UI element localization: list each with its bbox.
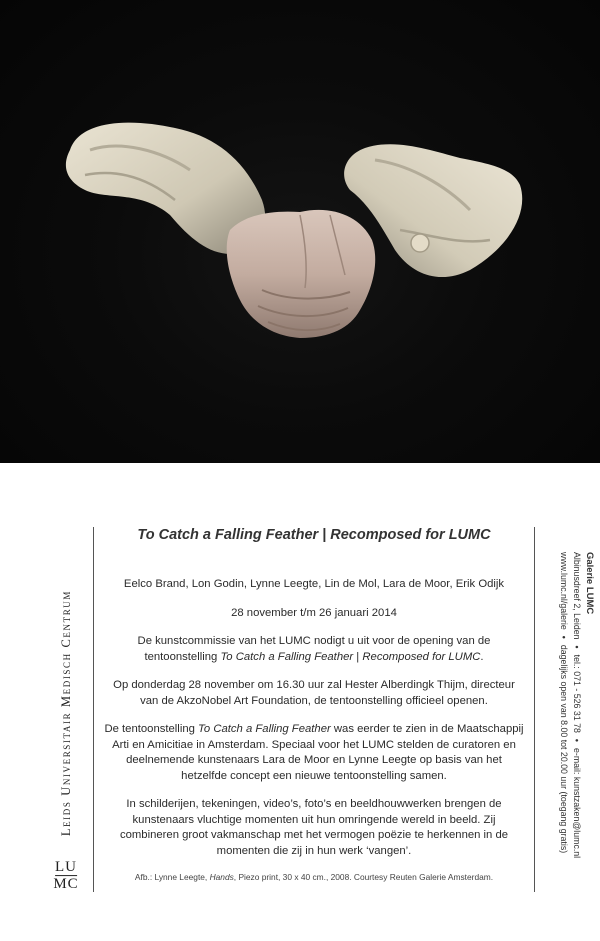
paragraph-history: De tentoonstelling To Catch a Falling Feather was eerder te zien in de Maatschappij Arti en Amicitiae in Amsterdam. Speciaal voor het LUMC stelden de curatoren en deelnemende kunstenaars Lara de Moor en Lynne Leegte op basis van het hetzelfde concept een nieuwe tentoonstelling samen. xyxy=(104,723,524,782)
contact-info xyxy=(540,552,596,932)
paragraph-invitation: De kunstcommissie van het LUMC nodigt u uit voor de opening van de tentoonstelling To Catch a Falling Feather | Recomposed for LUMC. xyxy=(137,635,491,663)
left-divider xyxy=(93,527,94,892)
clasped-hands xyxy=(227,210,375,338)
institution-name: Leids Universitair Medisch Centrum xyxy=(58,590,73,837)
sleeve-button xyxy=(411,234,429,252)
right-divider xyxy=(534,527,535,892)
exhibition-dates: 28 november t/m 26 januari 2014 xyxy=(231,606,397,619)
exhibition-title: To Catch a Falling Feather | Recomposed for LUMC xyxy=(137,527,491,543)
gallery-hours: dagelijks open van 8.00 tot 20.00 uur (toegang gratis) xyxy=(559,644,569,854)
contact-line-2: www.lumc.nl/galerie•dagelijks open van 8.00 tot 20.00 uur (toegang gratis) xyxy=(559,552,569,854)
gallery-phone: tel.: 071 - 526 31 78 xyxy=(572,654,582,733)
gallery-website[interactable]: www.lumc.nl/galerie xyxy=(559,552,569,630)
invitation-text xyxy=(104,525,524,872)
gallery-name: Galerie LUMC xyxy=(584,552,595,615)
logo-mark-bottom: MC xyxy=(53,875,79,892)
logo-mark-top: LU xyxy=(54,858,77,875)
image-credit: Afb.: Lynne Leegte, Hands, Piezo print, 30 x 40 cm., 2008. Courtesy Reuten Galerie Amsterdam. xyxy=(134,872,494,882)
paragraph-opening: Op donderdag 28 november om 16.30 uur zal Hester Alberdingk Thijm, directeur van de AkzoNobel Art Foundation, de tentoonstelling officieel openen. xyxy=(113,679,515,707)
lumc-logo xyxy=(51,855,81,895)
artist-list: Eelco Brand, Lon Godin, Lynne Leegte, Lin de Mol, Lara de Moor, Erik Odijk xyxy=(123,578,505,590)
gallery-email[interactable]: e-mail: kunstzaken@lumc.nl xyxy=(572,748,582,859)
hands-illustration xyxy=(0,0,600,463)
contact-line-1: Albinusdreef 2, Leiden•tel.: 071 - 526 31 78•e-mail: kunstzaken@lumc.nl xyxy=(572,552,582,859)
gallery-address: Albinusdreef 2, Leiden xyxy=(572,552,582,640)
lumc-logo-block xyxy=(46,590,86,890)
paragraph-description: In schilderijen, tekeningen, video’s, foto’s en beeldhouwwerken brengen de kunstenaars vluchtige momenten uit hun omringende wereld in beeld. Zij combineren groot vakmanschap met het vermogen poëzie te herkennen in de momenten die zij in hun werk ‘vangen’. xyxy=(119,798,509,857)
exhibition-photo xyxy=(0,0,600,463)
